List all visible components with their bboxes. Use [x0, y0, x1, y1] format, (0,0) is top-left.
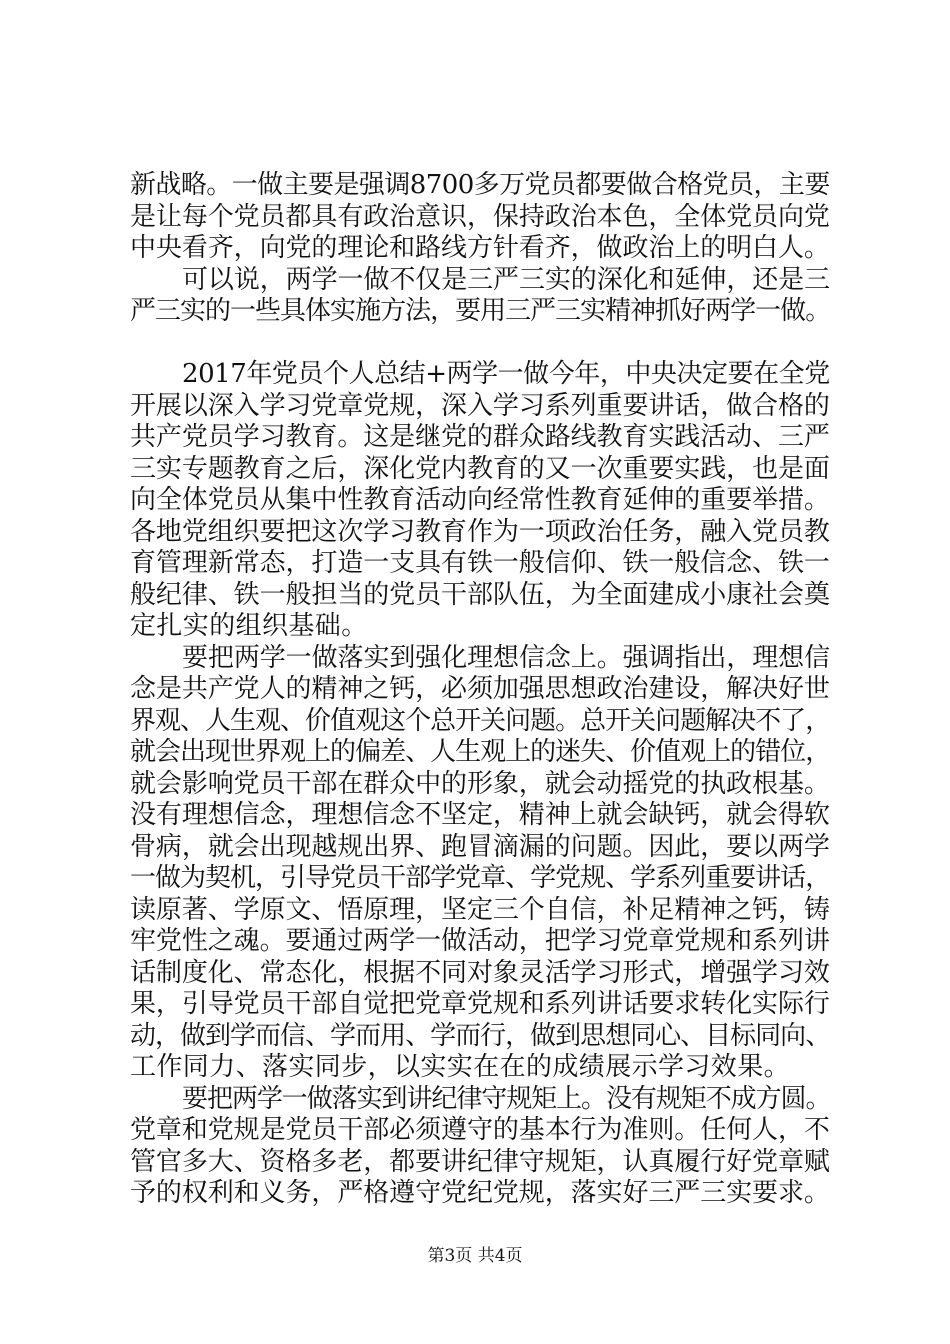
paragraph: [130, 170, 830, 265]
text-line: 予的权利和义务，严格遵守党纪党规，落实好三严三实要求。: [130, 1178, 830, 1208]
text-line: 动，做到学而信、学而用、学而行，做到思想同心、目标同向、: [130, 1020, 831, 1051]
text-line: 牢党性之魂。要通过两学一做活动，把学习党章党规和系列讲: [130, 926, 830, 956]
text-line: 就会出现世界观上的偏差、人生观上的迷失、价值观上的错位，: [130, 737, 831, 767]
text-line: 般纪律、铁一般担当的党员干部队伍，为全面建成小康社会奠: [130, 579, 830, 610]
page-footer: [0, 1245, 950, 1267]
text-line: 党章和党规是党员干部必须遵守的基本行为准则。任何人，不: [130, 1115, 830, 1145]
text-line: 骨病，就会出现越规出界、跑冒滴漏的问题。因此，要以两学: [130, 831, 830, 862]
text-line: 三实专题教育之后，深化党内教育的又一次重要实践，也是面: [130, 453, 830, 484]
text-line: 中央看齐，向党的理论和路线方针看齐，做政治上的明白人。: [130, 233, 830, 263]
paragraph: [130, 1084, 830, 1210]
text-line: 工作同力、落实同步，以实实在在的成绩展示学习效果。: [130, 1052, 791, 1082]
text-line: 严三实的一些具体实施方法，要用三严三实精神抓好两学一做。: [130, 296, 831, 326]
paragraph: [130, 643, 830, 1084]
text-line: 没有理想信念，理想信念不坚定，精神上就会缺钙，就会得软: [130, 800, 830, 830]
text-line: 念是共产党人的精神之钙，必须加强思想政治建设，解决好世: [130, 674, 830, 704]
text-line: 要把两学一做落实到强化理想信念上。强调指出，理想信: [182, 642, 831, 673]
paragraph: [130, 359, 830, 643]
text-line: 界观、人生观、价值观这个总开关问题。总开关问题解决不了，: [130, 705, 831, 736]
text-line: 育管理新常态，打造一支具有铁一般信仰、铁一般信念、铁一: [130, 548, 830, 578]
text-line: 开展以深入学习党章党规，深入学习系列重要讲话，做合格的: [130, 390, 830, 421]
text-line: 管官多大、资格多老，都要讲纪律守规矩，认真履行好党章赋: [130, 1146, 830, 1177]
document-body: [130, 170, 830, 1210]
text-line: 一做为契机，引导党员干部学党章、学党规、学系列重要讲话，: [130, 863, 831, 893]
text-line: 要把两学一做落实到讲纪律守规矩上。没有规矩不成方圆。: [182, 1083, 831, 1114]
text-line: 共产党员学习教育。这是继党的群众路线教育实践活动、三严: [130, 422, 830, 452]
text-line: 向全体党员从集中性教育活动向经常性教育延伸的重要举措。: [130, 485, 830, 515]
text-line: 话制度化、常态化，根据不同对象灵活学习形式，增强学习效: [130, 957, 830, 988]
text-line: 定扎实的组织基础。: [130, 611, 368, 641]
text-line: 新战略。一做主要是强调8700多万党员都要做合格党员，主要: [130, 170, 830, 200]
text-line: 2017年党员个人总结+两学一做今年，中央决定要在全党: [182, 359, 830, 389]
paragraph: [130, 265, 830, 328]
paragraph-spacer: [130, 328, 830, 360]
text-line: 各地党组织要把这次学习教育作为一项政治任务，融入党员教: [130, 516, 830, 547]
text-line: 就会影响党员干部在群众中的形象，就会动摇党的执政根基。: [130, 768, 830, 799]
text-line: 是让每个党员都具有政治意识，保持政治本色，全体党员向党: [130, 201, 830, 232]
text-line: 可以说，两学一做不仅是三严三实的深化和延伸，还是三: [182, 264, 831, 295]
page-number-label: 第3页 共4页: [427, 1246, 523, 1266]
text-line: 果，引导党员干部自觉把党章党规和系列讲话要求转化实际行: [130, 989, 830, 1019]
text-line: 读原著、学原文、悟原理，坚定三个自信，补足精神之钙，铸: [130, 894, 830, 925]
